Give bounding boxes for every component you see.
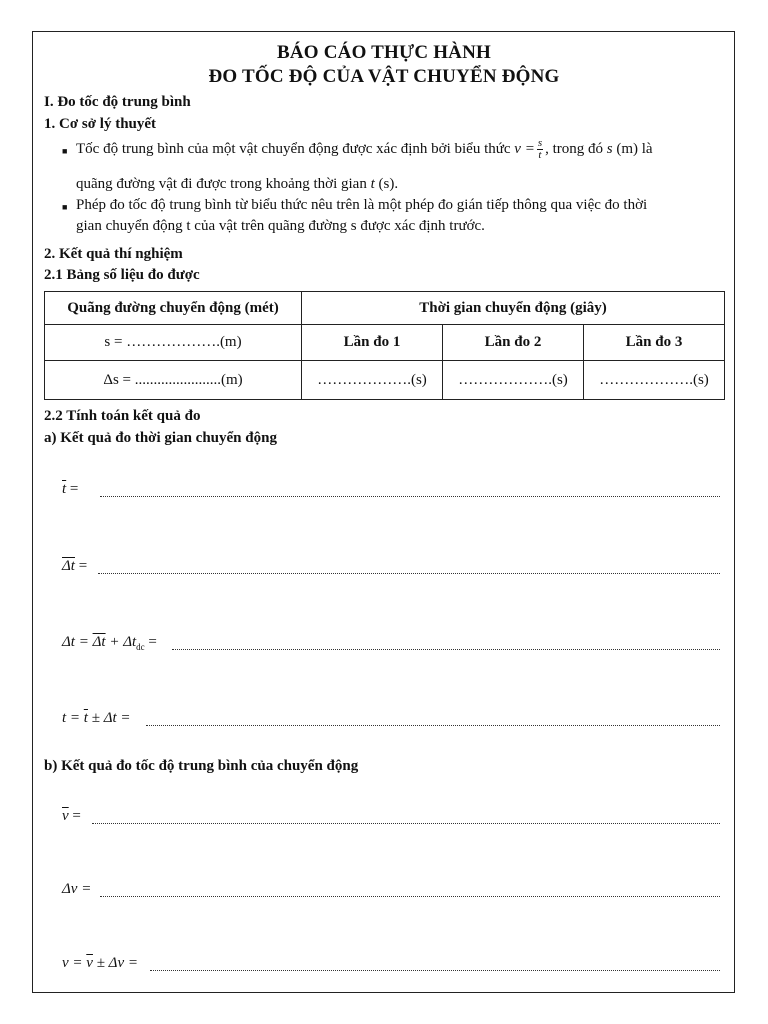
formula-label: t = [62,710,81,726]
formula-label: $\overline{\Delta t}$ [92,634,106,650]
table-header: Quãng đường chuyển động (mét) [45,292,302,325]
formula-text: v = [514,141,535,157]
data-table [44,291,725,400]
formula-label: $\overline{\Delta t}$ [62,558,75,574]
bullet-icon: ■ [62,146,68,156]
subsection-heading: b) Kết quả đo tốc độ trung bình của chuyển động [44,758,359,774]
bullet-text: quãng đường vật đi được trong khoảng thời gian [76,176,367,192]
bullet-text: Phép đo tốc độ trung bình từ biểu thức nêu trên là một phép đo gián tiếp thông qua việc đo thời [76,197,648,213]
formula-line-vbar [62,808,81,825]
table-header: Thời gian chuyển động (giây) [302,292,725,325]
formula-eq: = [72,808,81,824]
bullet-text: (s). [378,176,399,192]
answer-line[interactable] [100,880,720,897]
table-header-trial: Lần đo 1 [302,325,443,361]
formula-line-dtbar [62,558,87,575]
formula-label: $\overline{v}$ [62,808,69,824]
bullet-text: (m) là [616,141,653,157]
subsection-heading: 2.1 Bảng số liệu đo được [44,267,200,283]
bullet-text: Tốc độ trung bình của một vật chuyển động được xác định bởi biểu thức [76,141,511,157]
formula-label: ± Δt = [91,710,131,726]
section-heading: 2. Kết quả thí nghiệm [44,246,183,262]
formula-eq: = [148,634,157,650]
table-cell-trial[interactable]: ……………….(s) [302,361,443,400]
formula-label: $\overline{v}$ [86,955,93,971]
formula-eq: = [78,558,88,574]
section-heading: I. Đo tốc độ trung bình [44,94,191,110]
table-header-trial: Lần đo 3 [584,325,725,361]
formula-line-v [62,955,138,972]
formula-line-t [62,710,131,727]
answer-line[interactable] [172,633,720,650]
bullet-text: gian chuyển động t của vật trên quãng đường s được xác định trước. [76,218,485,234]
fraction-denominator: t [538,149,542,162]
formula-label: ± Δv = [96,955,139,971]
answer-line[interactable] [98,557,720,574]
bullet-paragraph [76,138,726,161]
formula-label: $\overline{t}$ [62,481,67,497]
bullet-icon: ■ [62,202,68,212]
variable-text: t [370,176,375,192]
answer-line[interactable] [150,954,720,971]
formula-label: Δt = [62,634,89,650]
answer-line[interactable] [146,709,720,726]
fraction-numerator: s [537,137,543,150]
table-header-trial: Lần đo 2 [443,325,584,361]
answer-line[interactable] [92,807,720,824]
subsection-heading: 2.2 Tính toán kết quả đo [44,408,201,424]
formula-label: + Δt [109,634,137,650]
formula-line-dv [62,881,91,898]
formula-line-tbar [62,481,78,498]
report-subtitle: ĐO TỐC ĐỘ CỦA VẬT CHUYỂN ĐỘNG [208,66,560,87]
formula-line-dt [62,634,157,652]
table-cell-ds[interactable]: Δs = .......................(m) [45,361,302,400]
answer-line[interactable] [100,480,720,497]
fraction [537,138,543,161]
formula-label: v = [62,955,83,971]
bullet-paragraph-line2 [76,173,726,195]
formula-label: Δv = [62,881,92,897]
table-cell-trial[interactable]: ……………….(s) [584,361,725,400]
formula-eq: = [69,481,79,497]
formula-subscript: dc [136,642,145,652]
table-cell-s[interactable]: s = ……………….(m) [45,325,302,361]
subsection-heading: a) Kết quả đo thời gian chuyển động [44,430,277,446]
bullet-text: , trong đó [545,141,604,157]
variable-text: s [606,141,613,157]
report-title: BÁO CÁO THỰC HÀNH [277,42,491,63]
formula-label: $\overline{t}$ [83,710,88,726]
subsection-heading: 1. Cơ sở lý thuyết [44,116,157,132]
table-cell-trial[interactable]: ……………….(s) [443,361,584,400]
